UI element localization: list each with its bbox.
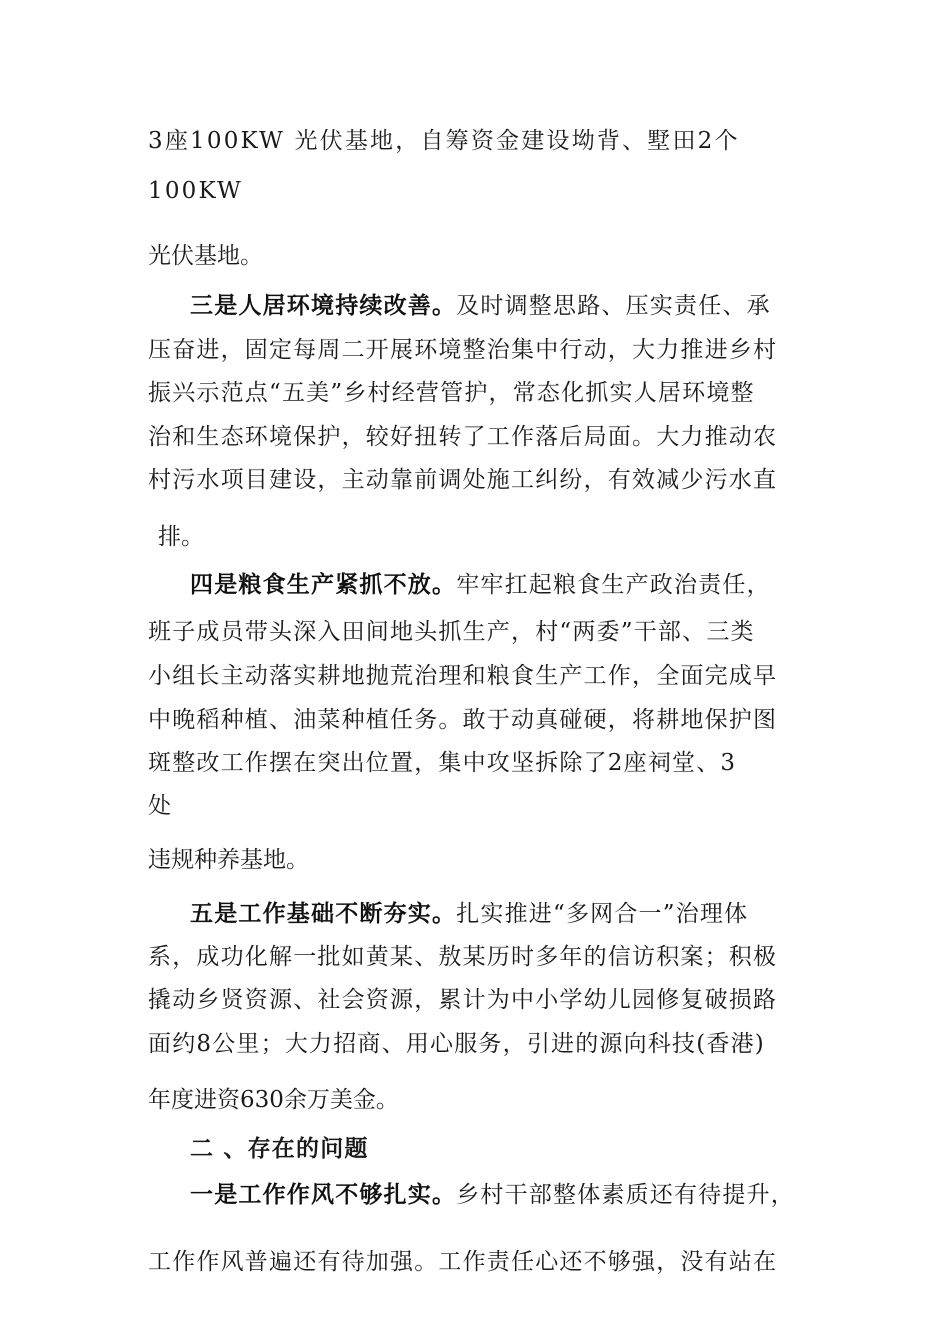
body-line: 村污水项目建设，主动靠前调处施工纠纷，有效减少污水直: [148, 467, 778, 493]
body-line: 压奋进，固定每周二开展环境整治集中行动，大力推进乡村: [148, 337, 778, 363]
body-line: 班子成员带头深入田间地头抓生产，村“两委”干部、三类: [148, 619, 755, 645]
body-line: 3座100KW 光伏基地，自筹资金建设坳背、墅田2个: [148, 128, 740, 154]
paragraph-first-line: 四是粮食生产紧抓不放。牢牢扛起粮食生产政治责任，: [190, 572, 771, 598]
paragraph-first-line: 三是人居环境持续改善。及时调整思路、压实责任、承: [190, 293, 771, 319]
body-line: 中晚稻种植、油菜种植任务。敢于动真碰硬，将耕地保护图: [148, 707, 778, 733]
body-line: 系，成功化解一批如黄某、敖某历时多年的信访积案；积极: [148, 944, 778, 970]
body-line: 撬动乡贤资源、社会资源，累计为中小学幼儿园修复破损路: [148, 987, 778, 1013]
paragraph-heading: 四是粮食生产紧抓不放。: [190, 572, 457, 598]
body-line: 光伏基地。: [148, 243, 263, 269]
body-line: 违规种养基地。: [148, 847, 309, 873]
paragraph-heading: 三是人居环境持续改善。: [190, 293, 457, 319]
body-line: 振兴示范点“五美”乡村经营管护，常态化抓实人居环境整: [148, 380, 755, 406]
body-line: 面约8公里；大力招商、用心服务，引进的源向科技(香港): [148, 1031, 765, 1057]
body-line: 处: [148, 793, 171, 819]
paragraph-heading: 五是工作基础不断夯实。: [190, 901, 457, 927]
paragraph-first-line: 五是工作基础不断夯实。扎实推进“多网合一”治理体: [190, 901, 749, 927]
paragraph-heading: 一是工作作风不够扎实。: [190, 1182, 457, 1208]
paragraph-first-line: 一是工作作风不够扎实。乡村干部整体素质还有待提升，: [190, 1182, 796, 1208]
body-line: 工作作风普遍还有待加强。工作责任心还不够强，没有站在: [148, 1249, 778, 1275]
body-line: 治和生态环境保护，较好扭转了工作落后局面。大力推动农: [148, 424, 778, 450]
body-line: 年度进资630余万美金。: [148, 1087, 399, 1113]
body-line: 小组长主动落实耕地抛荒治理和粮食生产工作，全面完成早: [148, 663, 778, 689]
body-line: 排。: [158, 524, 204, 550]
section-heading: 二 、存在的问题: [190, 1136, 369, 1162]
body-line: 100KW: [148, 178, 243, 204]
body-line: 斑整改工作摆在突出位置，集中攻坚拆除了2座祠堂、3: [148, 750, 737, 776]
